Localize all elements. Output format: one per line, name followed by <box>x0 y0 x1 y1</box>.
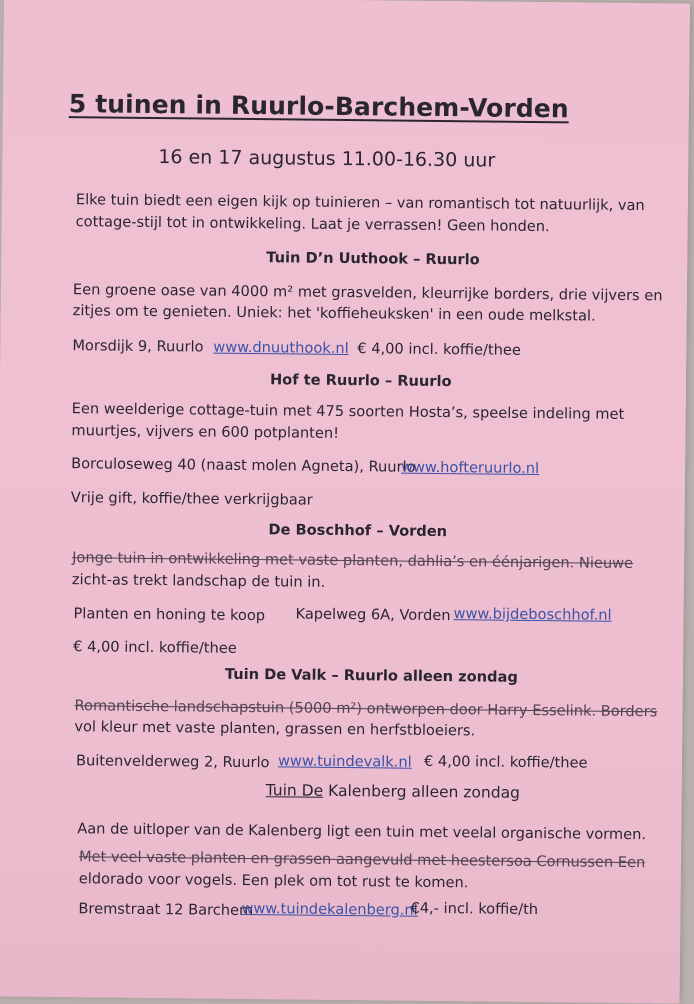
garden5-price: €4,- incl. koffie/th <box>410 899 539 919</box>
garden3-extra: Planten en honing te koop <box>73 605 266 625</box>
garden1-heading: Tuin D’n Uuthook – Ruurlo <box>266 249 480 269</box>
garden2-desc-line-1: Een weelderige cottage-tuin met 475 soorten Hosta’s, speelse indeling met <box>71 400 625 423</box>
garden5-address: Bremstraat 12 Barchem <box>78 900 254 920</box>
garden5-desc-line-1: Aan de uitloper van de Kalenberg ligt een tuin met veelal organische vormen. <box>77 820 647 844</box>
garden1-price: € 4,00 incl. koffie/thee <box>357 340 521 359</box>
garden2-website-link[interactable]: www.hofteruurlo.nl <box>401 458 540 478</box>
garden4-desc-line-2: vol kleur met vaste planten, grassen en herfstbloeiers. <box>74 718 476 740</box>
garden4-address: Buitenvelderweg 2, Ruurlo <box>75 752 270 772</box>
intro-line-1: Elke tuin biedt een eigen kijk op tuinieren – van romantisch tot natuurlijk, van <box>75 191 645 215</box>
garden3-price: € 4,00 incl. koffie/thee <box>73 638 237 657</box>
garden4-desc-line-1: Romantische landschapstuin (5000 m²) ontworpen door Harry Esselink. Borders <box>74 697 658 721</box>
garden3-website-link[interactable]: www.bijdeboschhof.nl <box>453 605 612 624</box>
garden5-heading-rest: Kalenberg alleen zondag <box>323 781 521 802</box>
garden5-heading <box>266 781 520 802</box>
garden1-website-link[interactable]: www.dnuuthook.nl <box>213 338 349 358</box>
garden2-heading: Hof te Ruurlo – Ruurlo <box>269 371 452 391</box>
garden4-website-link[interactable]: www.tuindevalk.nl <box>277 752 412 771</box>
garden5-website-link[interactable]: www.tuindekalenberg.nl <box>241 899 418 919</box>
garden4-heading: Tuin De Valk – Ruurlo alleen zondag <box>224 665 518 686</box>
garden5-desc-line-3: eldorado voor vogels. Een plek om tot rust te komen. <box>78 870 469 892</box>
intro-line-2: cottage-stijl tot in ontwikkeling. Laat je verrassen! Geen honden. <box>75 213 550 236</box>
garden1-address: Morsdijk 9, Ruurlo <box>72 337 204 356</box>
garden2-note: Vrije gift, koffie/thee verkrijgbaar <box>70 489 313 509</box>
garden5-heading-underlined: Tuin De <box>265 781 324 800</box>
garden3-desc-line-2: zicht-as trekt landschap de tuin in. <box>71 571 326 591</box>
garden2-desc-line-2: muurtjes, vijvers en 600 potplanten! <box>71 422 340 442</box>
garden2-address: Borculoseweg 40 (naast molen Agneta), Ruurlo <box>71 455 416 476</box>
garden5-desc-line-2: Met veel vaste planten en grassen aangevuld met heestersoa Cornussen Een <box>78 848 646 872</box>
event-dates: 16 en 17 augustus 11.00-16.30 uur <box>158 146 496 172</box>
garden1-desc-line-2: zitjes om te genieten. Uniek: het 'koffieheuksken' in een oude melkstal. <box>72 302 596 325</box>
garden3-address: Kapelweg 6A, Vorden <box>295 605 451 625</box>
garden3-desc-line-1: Jonge tuin in ontwikkeling met vaste planten, dahlia’s en éénjarigen. Nieuwe <box>72 549 634 573</box>
flyer-title: 5 tuinen in Ruurlo-Barchem-Vorden <box>68 89 569 124</box>
garden1-desc-line-1: Een groene oase van 4000 m² met grasvelden, kleurrijke borders, drie vijvers en <box>72 281 663 305</box>
garden3-heading: De Boschhof – Vorden <box>268 521 448 541</box>
garden4-price: € 4,00 incl. koffie/thee <box>423 752 588 772</box>
